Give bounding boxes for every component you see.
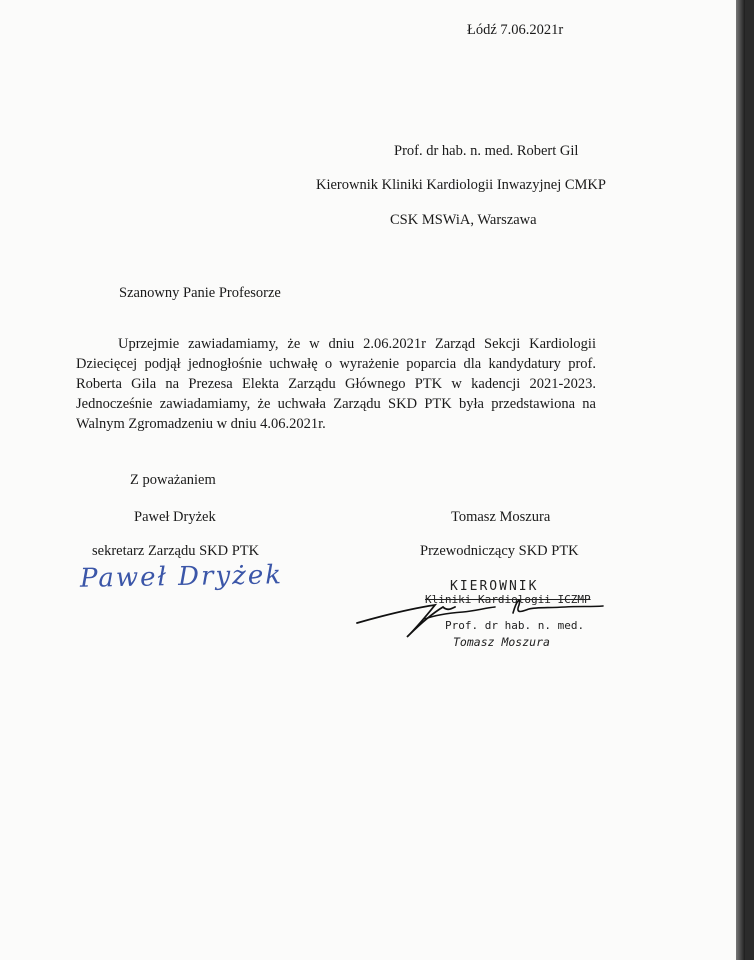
official-stamp <box>355 575 605 655</box>
recipient-name: Prof. dr hab. n. med. Robert Gil <box>394 143 579 159</box>
signatory-2-name: Tomasz Moszura <box>451 509 551 525</box>
recipient-institution: CSK MSWiA, Warszawa <box>390 212 537 228</box>
stamp-name: Tomasz Moszura <box>453 635 550 649</box>
stamp-title: KIEROWNIK <box>450 579 539 594</box>
stamp-department: Kliniki Kardiologii ICZMP <box>425 593 591 606</box>
signatory-1-role: sekretarz Zarządu SKD PTK <box>92 543 260 559</box>
letter-body <box>76 334 596 434</box>
signatory-2-role: Przewodniczący SKD PTK <box>420 543 579 559</box>
closing: Z poważaniem <box>130 472 216 488</box>
handwritten-signature-dryzek: Paweł Dryżek <box>79 560 284 594</box>
page-edge-shadow <box>736 0 745 960</box>
salutation: Szanowny Panie Profesorze <box>119 285 281 301</box>
place-and-date: Łódź 7.06.2021r <box>467 22 564 38</box>
stamp-degree: Prof. dr hab. n. med. <box>445 619 585 632</box>
recipient-position: Kierownik Kliniki Kardiologii Inwazyjnej CMKP <box>316 177 606 193</box>
signatory-1-name: Paweł Dryżek <box>134 509 216 525</box>
body-paragraph: Uprzejmie zawiadamiamy, że w dniu 2.06.2021r Zarząd Sekcji Kardiologii Dziecięcej podjął jednogłośnie uchwałę o wyrażenie poparcia dla kandydatury prof. Roberta Gila na Prezesa Elekta Zarządu Głównego PTK w kadencji 2021-2023. Jednocześnie zawiadamiamy, że uchwała Zarządu SKD PTK była przedstawiona na Walnym Zgromadzeniu w dniu 4.06.2021r. <box>76 336 596 432</box>
handwritten-signature-moszura <box>355 575 605 655</box>
